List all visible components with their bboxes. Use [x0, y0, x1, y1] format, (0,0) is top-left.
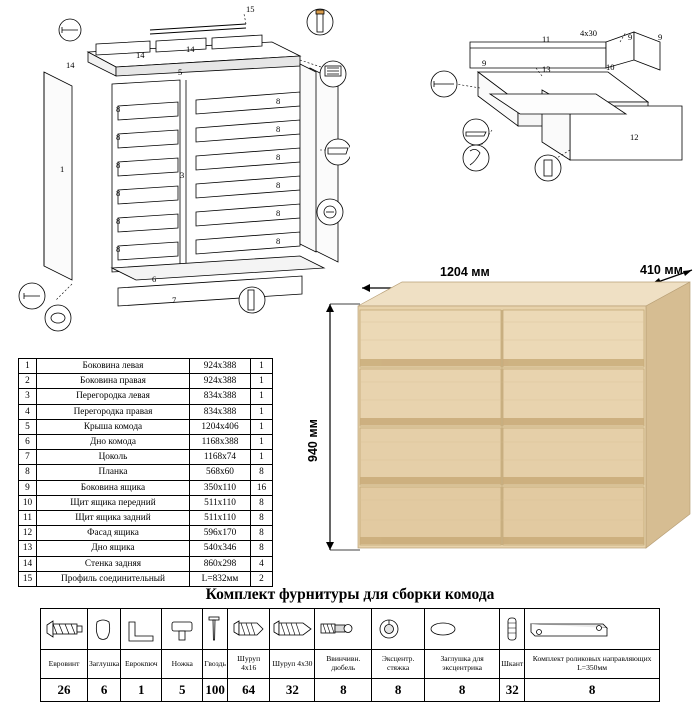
slide-rail-icon-cell [525, 609, 660, 650]
hardware-count: 5 [162, 679, 203, 702]
svg-text:3: 3 [180, 170, 185, 180]
svg-text:8: 8 [116, 244, 121, 254]
cam-icon-cell [372, 609, 425, 650]
part-name: Цоколь [37, 450, 190, 465]
hardware-label: Комплект роликовых направляющих L=350мм [525, 650, 660, 679]
table-row [19, 389, 273, 404]
svg-text:12: 12 [630, 132, 639, 142]
hardware-label: Заглушка [88, 650, 121, 679]
hardware-label: Гвоздь [203, 650, 228, 679]
hardware-count: 8 [315, 679, 372, 702]
foot-icon-cell [162, 609, 203, 650]
hardware-table [40, 608, 660, 702]
svg-text:14: 14 [66, 60, 75, 70]
hardware-count: 32 [500, 679, 525, 702]
part-size: 596х170 [190, 526, 251, 541]
part-name: Боковина ящика [37, 480, 190, 495]
hardware-label: Шкант [500, 650, 525, 679]
table-row [19, 435, 273, 450]
part-name: Планка [37, 465, 190, 480]
nail-icon-cell [203, 609, 228, 650]
part-size: 1168х74 [190, 450, 251, 465]
part-qty: 8 [251, 495, 273, 510]
svg-text:8: 8 [276, 96, 281, 106]
svg-text:7: 7 [172, 295, 177, 305]
part-qty: 1 [251, 389, 273, 404]
hardware-label: Шуруп 4х16 [227, 650, 270, 679]
depth-dimension-label: 410 мм [640, 263, 683, 277]
table-row [19, 465, 273, 480]
part-size: 834х388 [190, 404, 251, 419]
hardware-count: 32 [270, 679, 315, 702]
svg-text:14: 14 [186, 44, 195, 54]
part-no: 5 [19, 419, 37, 434]
svg-text:6: 6 [152, 274, 157, 284]
part-no: 8 [19, 465, 37, 480]
hardware-count: 8 [425, 679, 500, 702]
table-row [19, 450, 273, 465]
part-size: 1204х406 [190, 419, 251, 434]
exploded-cabinet-diagram [0, 0, 350, 350]
screw-4x16-icon-cell [227, 609, 270, 650]
hardware-label: Эксцентр. стяжка [372, 650, 425, 679]
part-no: 14 [19, 556, 37, 571]
hardware-counts-row [41, 679, 660, 702]
part-qty: 2 [251, 571, 273, 586]
part-name: Стенка задняя [37, 556, 190, 571]
svg-text:8: 8 [116, 216, 121, 226]
part-size: 511х110 [190, 495, 251, 510]
part-qty: 8 [251, 465, 273, 480]
cam-cap-icon-cell [425, 609, 500, 650]
part-size: 540х346 [190, 541, 251, 556]
dowel-screw-icon-cell [315, 609, 372, 650]
part-name: Боковина правая [37, 374, 190, 389]
part-name: Щит ящика передний [37, 495, 190, 510]
part-size: 860х298 [190, 556, 251, 571]
hardware-count: 100 [203, 679, 228, 702]
part-size: L=832мм [190, 571, 251, 586]
hardware-count: 1 [121, 679, 162, 702]
svg-text:8: 8 [276, 208, 281, 218]
part-qty: 8 [251, 511, 273, 526]
part-no: 1 [19, 359, 37, 374]
part-qty: 1 [251, 374, 273, 389]
table-row [19, 495, 273, 510]
part-name: Щит ящика задний [37, 511, 190, 526]
part-size: 924х388 [190, 359, 251, 374]
svg-text:8: 8 [116, 188, 121, 198]
svg-text:5: 5 [178, 67, 183, 77]
svg-text:10: 10 [606, 62, 615, 72]
part-name: Профиль соединительный [37, 571, 190, 586]
hardware-label: Еврокnюч [121, 650, 162, 679]
svg-text:8: 8 [276, 180, 281, 190]
part-size: 568х60 [190, 465, 251, 480]
part-no: 3 [19, 389, 37, 404]
part-name: Перегородка правая [37, 404, 190, 419]
svg-text:8: 8 [116, 104, 121, 114]
svg-text:13: 13 [542, 64, 551, 74]
part-size: 511х110 [190, 511, 251, 526]
svg-text:8: 8 [276, 236, 281, 246]
part-qty: 1 [251, 435, 273, 450]
table-row [19, 404, 273, 419]
part-qty: 1 [251, 419, 273, 434]
svg-text:8: 8 [276, 124, 281, 134]
svg-text:8: 8 [116, 160, 121, 170]
part-qty: 1 [251, 450, 273, 465]
part-size: 924х388 [190, 374, 251, 389]
part-qty: 8 [251, 526, 273, 541]
part-name: Дно комода [37, 435, 190, 450]
table-row [19, 419, 273, 434]
hardware-count: 6 [88, 679, 121, 702]
svg-text:9: 9 [482, 58, 487, 68]
table-row [19, 511, 273, 526]
part-name: Перегородка левая [37, 389, 190, 404]
svg-text:8: 8 [276, 152, 281, 162]
hardware-label: Ввинчивн. дюбель [315, 650, 372, 679]
svg-text:8: 8 [116, 132, 121, 142]
table-row [19, 541, 273, 556]
part-size: 1168х388 [190, 435, 251, 450]
hardware-labels-row [41, 650, 660, 679]
part-name: Боковина левая [37, 359, 190, 374]
part-name: Крыша комода [37, 419, 190, 434]
svg-text:1: 1 [60, 164, 65, 174]
hardware-icons-row [41, 609, 660, 650]
part-no: 9 [19, 480, 37, 495]
hardware-label: Заглушка для эксцентрика [425, 650, 500, 679]
wood-dowel-icon-cell [500, 609, 525, 650]
part-no: 11 [19, 511, 37, 526]
part-no: 4 [19, 404, 37, 419]
parts-table [18, 358, 273, 587]
hardware-count: 64 [227, 679, 270, 702]
exploded-drawer-diagram [420, 10, 690, 185]
part-qty: 16 [251, 480, 273, 495]
hardware-label: Шуруп 4х30 [270, 650, 315, 679]
cap-icon-cell [88, 609, 121, 650]
part-qty: 8 [251, 541, 273, 556]
part-no: 12 [19, 526, 37, 541]
part-no: 6 [19, 435, 37, 450]
svg-text:15: 15 [246, 4, 255, 14]
part-no: 13 [19, 541, 37, 556]
svg-text:9: 9 [628, 32, 633, 42]
part-qty: 4 [251, 556, 273, 571]
hardware-label: Евровинт [41, 650, 88, 679]
part-name: Дно ящика [37, 541, 190, 556]
allen-key-icon-cell [121, 609, 162, 650]
svg-text:11: 11 [542, 34, 551, 44]
table-row [19, 556, 273, 571]
part-no: 2 [19, 374, 37, 389]
hardware-section-title: Комплект фурнитуры для сборки комода [205, 586, 495, 603]
hardware-count: 8 [525, 679, 660, 702]
table-row [19, 571, 273, 586]
table-row [19, 359, 273, 374]
part-no: 10 [19, 495, 37, 510]
width-dimension-label: 1204 мм [440, 265, 490, 279]
part-size: 834х388 [190, 389, 251, 404]
hardware-count: 26 [41, 679, 88, 702]
table-row [19, 526, 273, 541]
product-render-panel [300, 262, 700, 582]
part-qty: 1 [251, 404, 273, 419]
hardware-label: Ножка [162, 650, 203, 679]
part-name: Фасад ящика [37, 526, 190, 541]
part-qty: 1 [251, 359, 273, 374]
part-size: 350х110 [190, 480, 251, 495]
svg-text:9: 9 [658, 32, 663, 42]
euroscrew-icon-cell [41, 609, 88, 650]
hardware-count: 8 [372, 679, 425, 702]
screw-4x30-icon-cell [270, 609, 315, 650]
height-dimension-label: 940 мм [306, 419, 320, 462]
table-row [19, 374, 273, 389]
svg-text:14: 14 [136, 50, 145, 60]
part-no: 7 [19, 450, 37, 465]
svg-text:4х30: 4х30 [580, 28, 597, 38]
table-row [19, 480, 273, 495]
part-no: 15 [19, 571, 37, 586]
